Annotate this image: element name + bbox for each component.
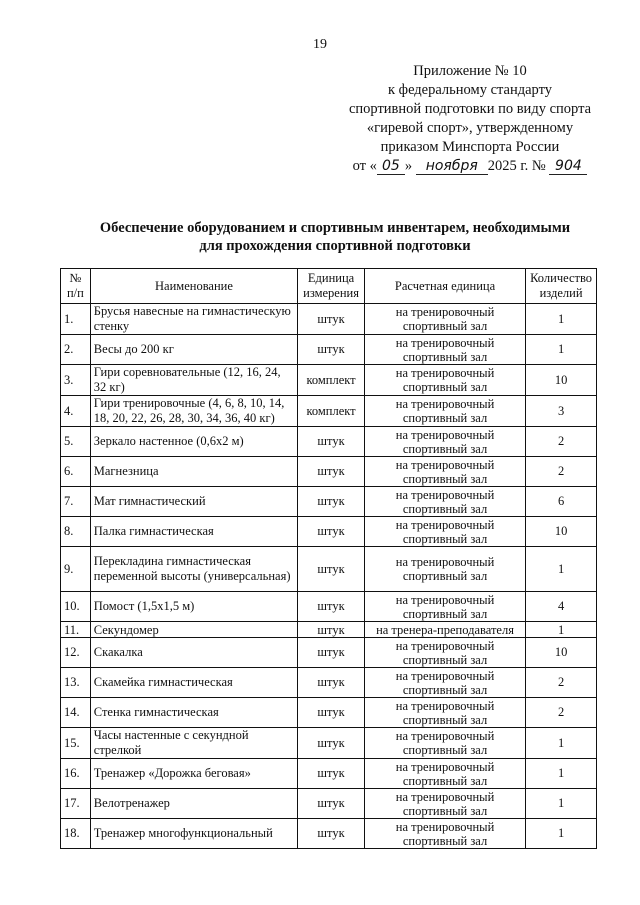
cell-calc: на тренировочный спортивный зал bbox=[364, 304, 525, 335]
cell-qty: 1 bbox=[526, 759, 597, 789]
appendix-date-line bbox=[330, 157, 610, 176]
page-number: 19 bbox=[313, 37, 327, 52]
cell-num: 14. bbox=[61, 698, 91, 728]
cell-unit: штук bbox=[298, 304, 365, 335]
table-row bbox=[61, 622, 597, 638]
cell-num: 11. bbox=[61, 622, 91, 638]
cell-num: 12. bbox=[61, 638, 91, 668]
header-calc: Расчетная единица bbox=[364, 269, 525, 304]
cell-unit: штук bbox=[298, 427, 365, 457]
table-row bbox=[61, 698, 597, 728]
cell-name: Помост (1,5х1,5 м) bbox=[90, 592, 297, 622]
table-row bbox=[61, 396, 597, 427]
cell-num: 3. bbox=[61, 365, 91, 396]
cell-qty: 1 bbox=[526, 547, 597, 592]
cell-num: 13. bbox=[61, 668, 91, 698]
cell-unit: штук bbox=[298, 668, 365, 698]
cell-name: Весы до 200 кг bbox=[90, 335, 297, 365]
date-day-handwritten: 05 bbox=[377, 159, 405, 175]
cell-unit: штук bbox=[298, 487, 365, 517]
cell-name: Тренажер «Дорожка беговая» bbox=[90, 759, 297, 789]
cell-calc: на тренировочный спортивный зал bbox=[364, 789, 525, 819]
cell-name: Стенка гимнастическая bbox=[90, 698, 297, 728]
cell-calc: на тренировочный спортивный зал bbox=[364, 638, 525, 668]
cell-calc: на тренировочный спортивный зал bbox=[364, 547, 525, 592]
cell-qty: 10 bbox=[526, 517, 597, 547]
cell-calc: на тренировочный спортивный зал bbox=[364, 335, 525, 365]
appendix-line-3: спортивной подготовки по виду спорта bbox=[348, 101, 592, 117]
cell-calc: на тренировочный спортивный зал bbox=[364, 759, 525, 789]
cell-name: Зеркало настенное (0,6х2 м) bbox=[90, 427, 297, 457]
cell-qty: 2 bbox=[526, 698, 597, 728]
cell-unit: штук bbox=[298, 789, 365, 819]
cell-calc: на тренировочный спортивный зал bbox=[364, 517, 525, 547]
header-unit: Единица измерения bbox=[298, 269, 365, 304]
appendix-line-4: «гиревой спорт», утвержденному bbox=[366, 120, 574, 136]
table-row bbox=[61, 789, 597, 819]
date-month-handwritten: ноября bbox=[416, 159, 488, 175]
cell-name: Гири тренировочные (4, 6, 8, 10, 14, 18, 20, 22, 26, 28, 30, 34, 36, 40 кг) bbox=[90, 396, 297, 427]
cell-name: Скамейка гимнастическая bbox=[90, 668, 297, 698]
header-qty: Количество изделий bbox=[526, 269, 597, 304]
cell-qty: 4 bbox=[526, 592, 597, 622]
cell-num: 15. bbox=[61, 728, 91, 759]
header-name: Наименование bbox=[90, 269, 297, 304]
appendix-block bbox=[330, 62, 610, 176]
cell-qty: 1 bbox=[526, 789, 597, 819]
cell-qty: 10 bbox=[526, 638, 597, 668]
cell-num: 18. bbox=[61, 819, 91, 849]
cell-num: 5. bbox=[61, 427, 91, 457]
cell-num: 6. bbox=[61, 457, 91, 487]
cell-calc: на тренировочный спортивный зал bbox=[364, 396, 525, 427]
cell-name: Перекладина гимнастическая переменной высоты (универсальная) bbox=[90, 547, 297, 592]
cell-qty: 1 bbox=[526, 819, 597, 849]
cell-num: 10. bbox=[61, 592, 91, 622]
cell-qty: 1 bbox=[526, 728, 597, 759]
cell-name: Палка гимнастическая bbox=[90, 517, 297, 547]
cell-unit: комплект bbox=[298, 365, 365, 396]
date-prefix: от « bbox=[352, 158, 377, 174]
cell-num: 9. bbox=[61, 547, 91, 592]
cell-qty: 1 bbox=[526, 622, 597, 638]
table-row bbox=[61, 365, 597, 396]
cell-name: Брусья навесные на гимнастическую стенку bbox=[90, 304, 297, 335]
cell-calc: на тренировочный спортивный зал bbox=[364, 668, 525, 698]
cell-unit: штук bbox=[298, 759, 365, 789]
cell-num: 7. bbox=[61, 487, 91, 517]
cell-name: Велотренажер bbox=[90, 789, 297, 819]
table-row bbox=[61, 457, 597, 487]
cell-num: 4. bbox=[61, 396, 91, 427]
cell-calc: на тренировочный спортивный зал bbox=[364, 487, 525, 517]
cell-num: 8. bbox=[61, 517, 91, 547]
cell-calc: на тренера-преподавателя bbox=[364, 622, 525, 638]
cell-calc: на тренировочный спортивный зал bbox=[364, 698, 525, 728]
table-header-row bbox=[61, 269, 597, 304]
cell-qty: 3 bbox=[526, 396, 597, 427]
cell-num: 16. bbox=[61, 759, 91, 789]
table-row bbox=[61, 592, 597, 622]
date-mid: » bbox=[404, 158, 413, 174]
cell-calc: на тренировочный спортивный зал bbox=[364, 592, 525, 622]
cell-unit: штук bbox=[298, 728, 365, 759]
cell-name: Часы настенные с секундной стрелкой bbox=[90, 728, 297, 759]
cell-qty: 2 bbox=[526, 457, 597, 487]
cell-unit: штук bbox=[298, 698, 365, 728]
table-row bbox=[61, 638, 597, 668]
cell-name: Гири соревновательные (12, 16, 24, 32 кг) bbox=[90, 365, 297, 396]
table-row bbox=[61, 335, 597, 365]
appendix-line-2: к федеральному стандарту bbox=[388, 82, 552, 98]
table-row bbox=[61, 427, 597, 457]
cell-num: 2. bbox=[61, 335, 91, 365]
cell-name: Тренажер многофункциональный bbox=[90, 819, 297, 849]
cell-qty: 2 bbox=[526, 668, 597, 698]
document-title bbox=[40, 219, 630, 255]
cell-unit: штук bbox=[298, 622, 365, 638]
table-row bbox=[61, 819, 597, 849]
cell-name: Секундомер bbox=[90, 622, 297, 638]
cell-num: 17. bbox=[61, 789, 91, 819]
cell-name: Мат гимнастический bbox=[90, 487, 297, 517]
title-line-2: для прохождения спортивной подготовки bbox=[199, 238, 471, 254]
cell-num: 1. bbox=[61, 304, 91, 335]
cell-unit: комплект bbox=[298, 396, 365, 427]
order-number-handwritten: 904 bbox=[549, 159, 587, 175]
cell-qty: 1 bbox=[526, 304, 597, 335]
cell-calc: на тренировочный спортивный зал bbox=[364, 427, 525, 457]
cell-calc: на тренировочный спортивный зал bbox=[364, 365, 525, 396]
date-year: 2025 г. № bbox=[487, 158, 546, 174]
cell-calc: на тренировочный спортивный зал bbox=[364, 457, 525, 487]
cell-name: Скакалка bbox=[90, 638, 297, 668]
cell-qty: 10 bbox=[526, 365, 597, 396]
cell-unit: штук bbox=[298, 335, 365, 365]
header-num: № п/п bbox=[61, 269, 91, 304]
table-row bbox=[61, 668, 597, 698]
appendix-title: Приложение № 10 bbox=[413, 63, 527, 79]
equipment-table bbox=[60, 268, 597, 849]
table-row bbox=[61, 547, 597, 592]
cell-qty: 1 bbox=[526, 335, 597, 365]
cell-unit: штук bbox=[298, 517, 365, 547]
cell-unit: штук bbox=[298, 592, 365, 622]
cell-qty: 2 bbox=[526, 427, 597, 457]
cell-calc: на тренировочный спортивный зал bbox=[364, 728, 525, 759]
cell-unit: штук bbox=[298, 547, 365, 592]
title-line-1: Обеспечение оборудованием и спортивным инвентарем, необходимыми bbox=[99, 220, 571, 236]
cell-qty: 6 bbox=[526, 487, 597, 517]
cell-unit: штук bbox=[298, 457, 365, 487]
table-row bbox=[61, 517, 597, 547]
cell-unit: штук bbox=[298, 819, 365, 849]
appendix-line-5: приказом Минспорта России bbox=[380, 139, 560, 155]
table-row bbox=[61, 728, 597, 759]
table-row bbox=[61, 487, 597, 517]
cell-calc: на тренировочный спортивный зал bbox=[364, 819, 525, 849]
table-row bbox=[61, 759, 597, 789]
table-row bbox=[61, 304, 597, 335]
cell-unit: штук bbox=[298, 638, 365, 668]
cell-name: Магнезница bbox=[90, 457, 297, 487]
